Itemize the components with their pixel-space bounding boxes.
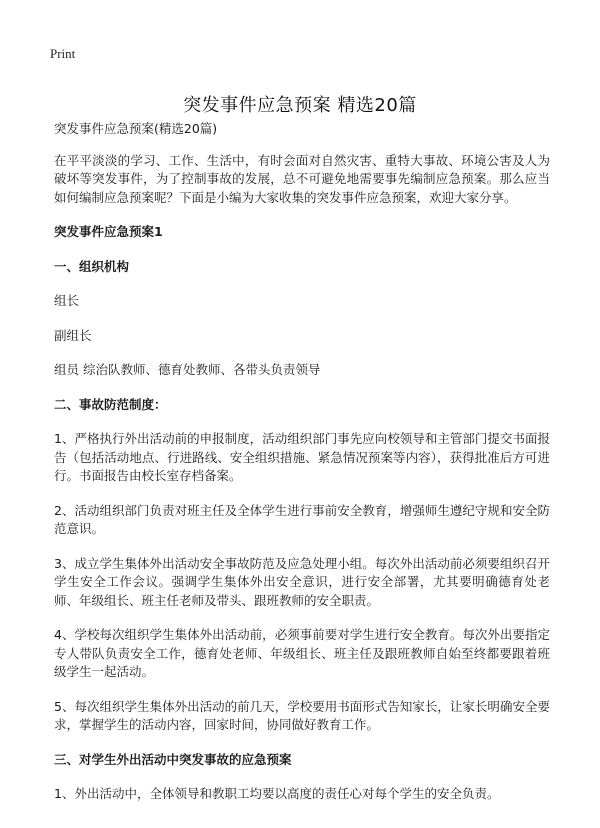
heading-prevention: 二、事故防范制度： (54, 396, 167, 412)
heading-organization: 一、组织机构 (54, 258, 130, 274)
prevention-item: 2、活动组织部门负责对班主任及全体学生进行事前安全教育，增强师生遵纪守规和安全防范意识。 (54, 502, 550, 536)
page-title: 突发事件应急预案 精选20篇 (183, 95, 417, 117)
emergency-item: 1、外出活动中，全体领导和教职工均要以高度的责任心对每个学生的安全负责。 (54, 786, 500, 801)
document-subtitle: 突发事件应急预案(精选20篇) (54, 121, 218, 136)
section-title: 突发事件应急预案1 (54, 224, 163, 239)
document-body (54, 120, 550, 820)
org-members: 组员 综治队教师、德育处教师、各带头负责领导 (54, 362, 321, 377)
prevention-item: 5、每次组织学生集体外出活动的前几天，学校要用书面形式告知家长，让家长明确安全要求，掌握学生的活动内容，回家时间，协同做好教育工作。 (54, 698, 550, 732)
intro-paragraph: 在平平淡淡的学习、工作、生活中，有时会面对自然灾害、重特大事故、环境公害及人为破坏等突发事件，为了控制事故的发展，总不可避免地需要事先编制应急预案。那么应当如何编制应急预案呢？下面是小编为大家收集的突发事件应急预案，欢迎大家分享。 (54, 152, 550, 205)
org-deputy: 副组长 (54, 327, 92, 343)
heading-emergency: 三、对学生外出活动中突发事故的应急预案 (54, 751, 292, 767)
prevention-item: 4、学校每次组织学生集体外出活动前，必须事前要对学生进行安全教育。每次外出要指定专人带队负责安全工作，德育处老师、年级组长、班主任及跟班教师自始至终都要跟着班级学生一起活动。 (54, 627, 550, 679)
prevention-item: 3、成立学生集体外出活动安全事故防范及应急处理小组。每次外出活动前必须要组织召开学生安全工作会议。强调学生集体外出安全意识，进行安全部署，尤其要明确德育处老师、年级组长、班主任老师及带头、跟班教师的安全职责。 (54, 555, 550, 608)
org-leader: 组长 (54, 293, 80, 308)
prevention-item: 1、严格执行外出活动前的申报制度，活动组织部门事先应向校领导和主管部门提交书面报告（包括活动地点、行进路线、安全组织措施、紧急情况预案等内容），获得批准后方可进行。书面报告由校长室存档备案。 (54, 431, 550, 483)
print-label[interactable]: Print (50, 46, 76, 61)
